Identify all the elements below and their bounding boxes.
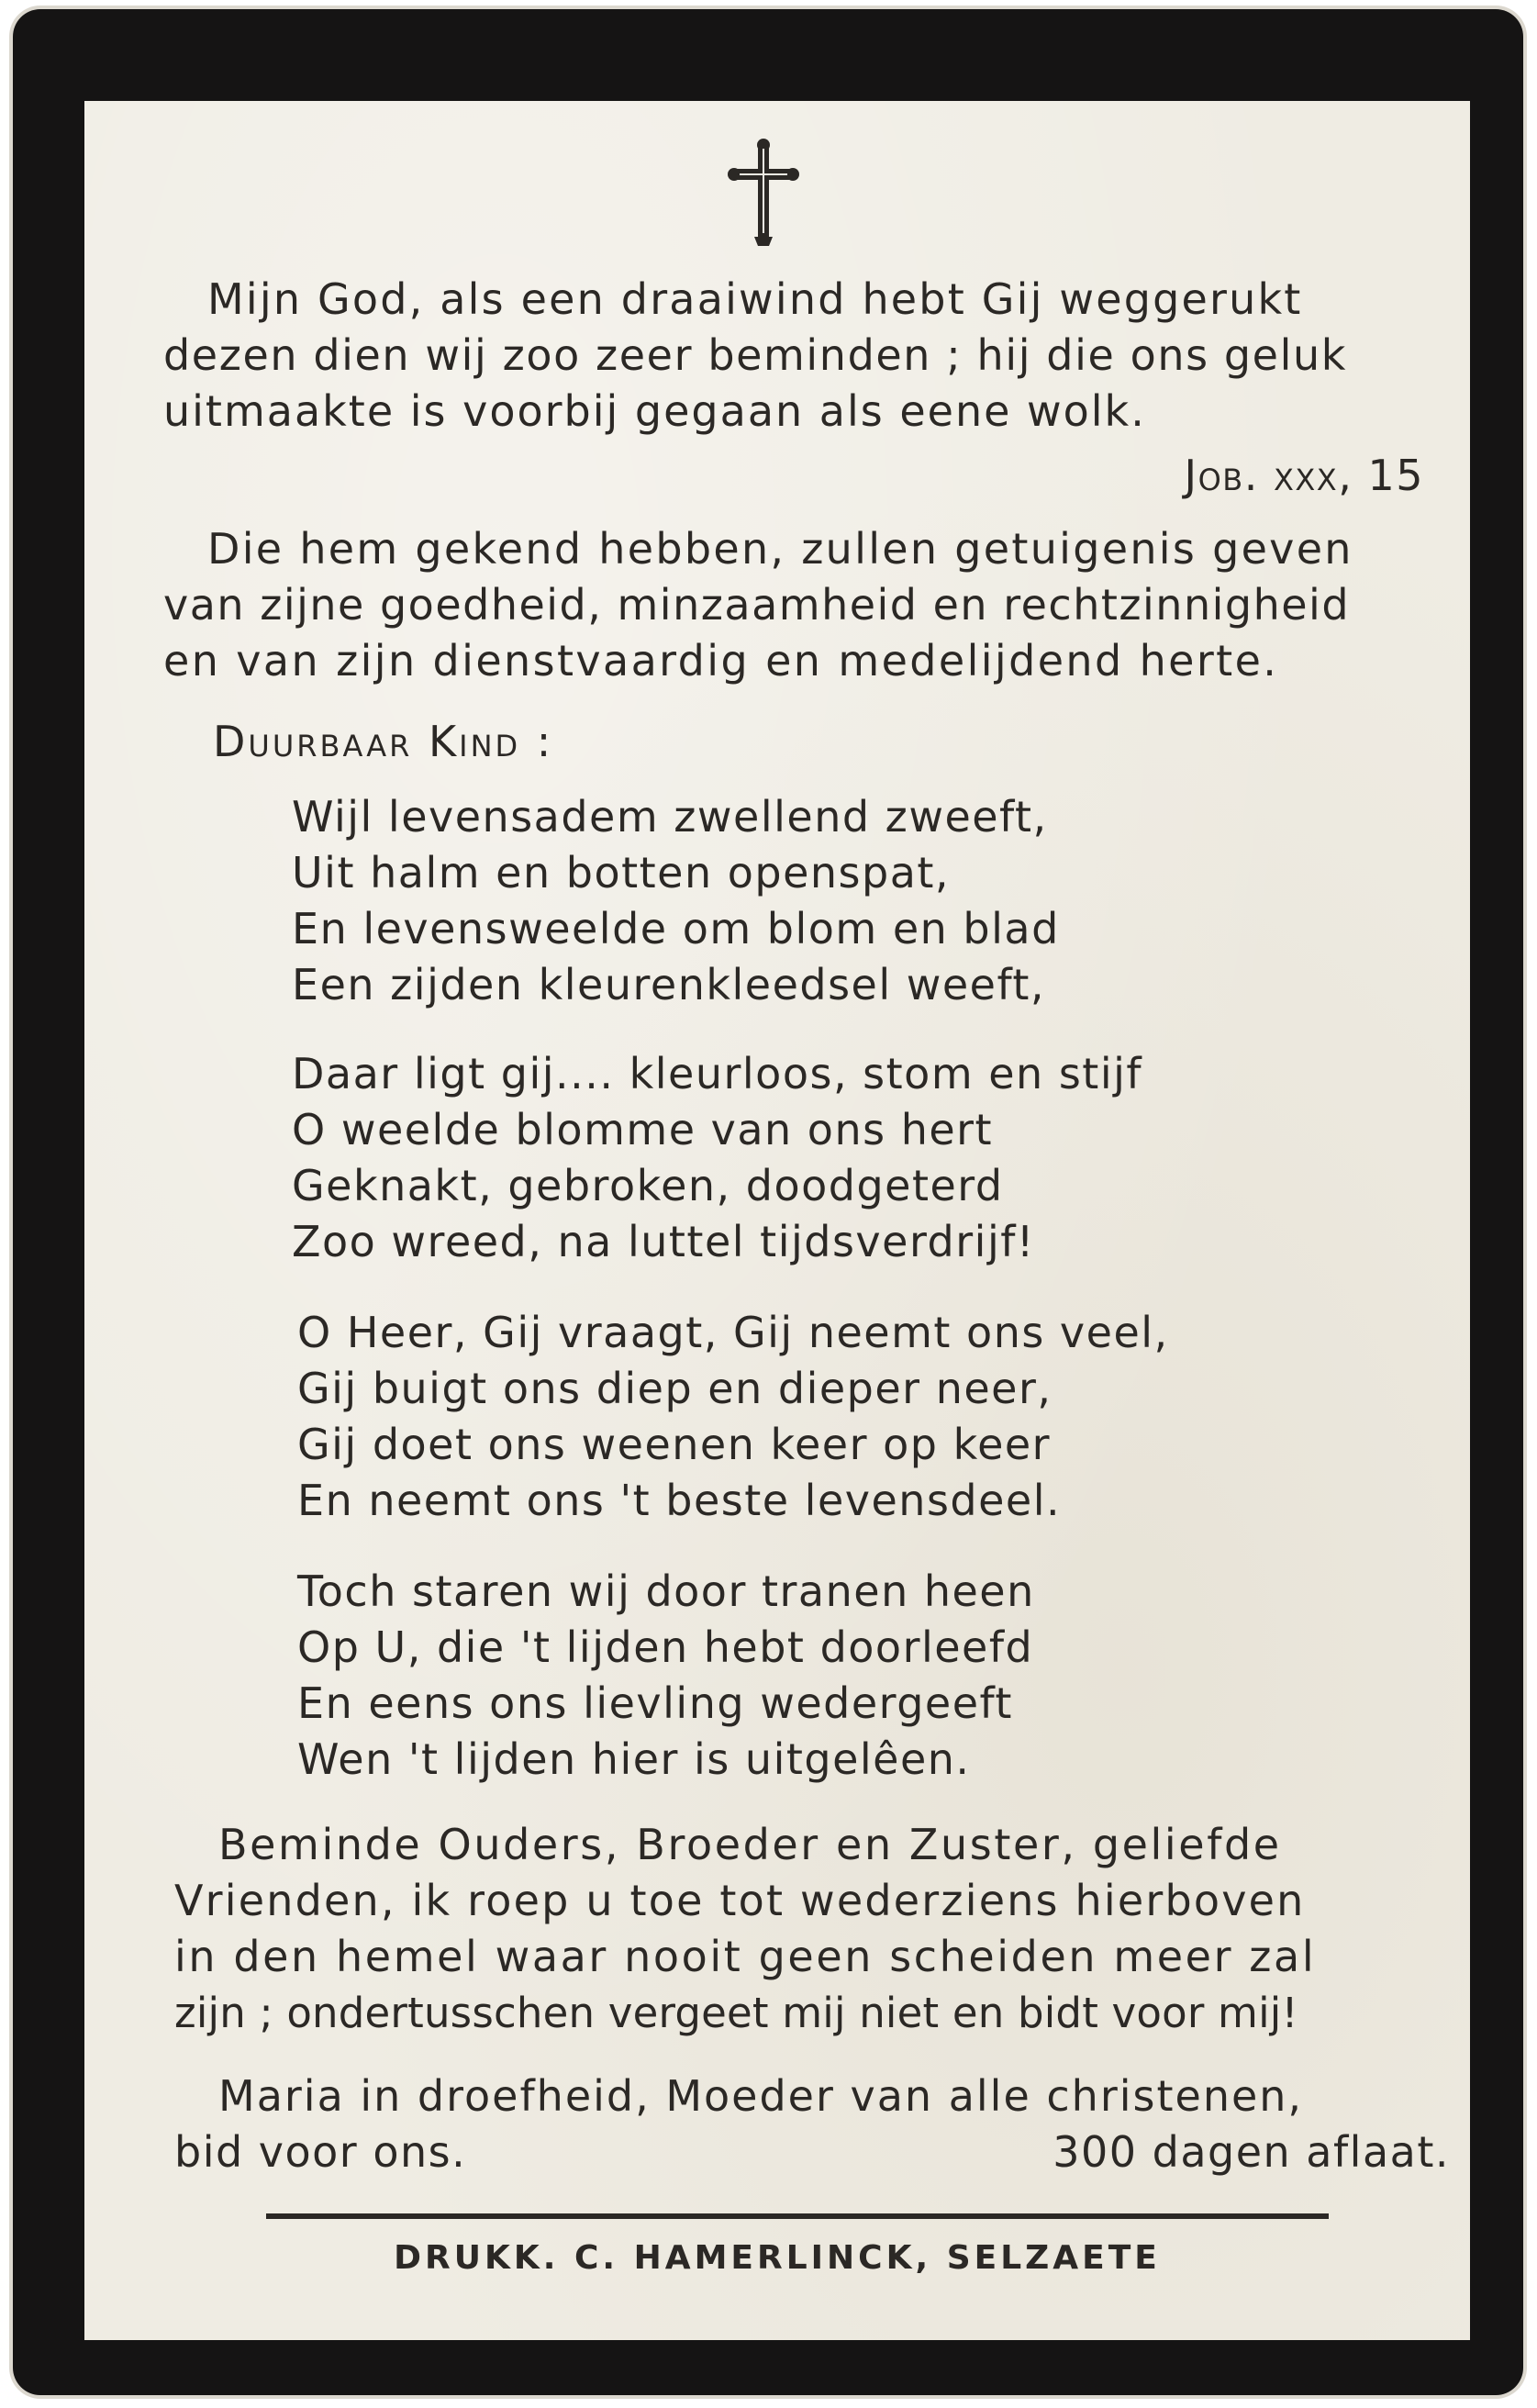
poem-heading: Duurbaar Kind : bbox=[213, 717, 554, 766]
poem-stanza-3 bbox=[297, 1305, 1169, 1529]
poem-stanza-2 bbox=[292, 1046, 1142, 1270]
verse-reference: Job. xxx, 15 bbox=[1184, 451, 1424, 500]
cross-icon bbox=[727, 138, 800, 248]
text-line: Beminde Ouders, Broeder en Zuster, geliefde bbox=[218, 1820, 1282, 1869]
prayer-closing: bid voor ons. bbox=[174, 2127, 467, 2177]
poem-line: En eens ons lievling wedergeeft bbox=[297, 1678, 1013, 1728]
memorial-card bbox=[13, 9, 1523, 2395]
text-line: Die hem gekend hebben, zullen getuigenis geven bbox=[207, 524, 1353, 574]
text-line: Mijn God, als een draaiwind hebt Gij weggerukt bbox=[207, 274, 1303, 324]
indulgence-note: 300 dagen aflaat. bbox=[1053, 2127, 1450, 2177]
text-line: Maria in droefheid, Moeder van alle christenen, bbox=[218, 2071, 1304, 2121]
text-line: zijn ; ondertusschen vergeet mij niet en bidt voor mij! bbox=[174, 1989, 1298, 2037]
poem-line: Op U, die 't lijden hebt doorleefd bbox=[297, 1622, 1034, 1672]
text-line: uitmaakte is voorbij gegaan als eene wolk. bbox=[163, 386, 1146, 436]
farewell-paragraph bbox=[174, 1817, 1459, 2041]
poem-line: Toch staren wij door tranen heen bbox=[297, 1566, 1035, 1616]
poem-line: Geknakt, gebroken, doodgeterd bbox=[292, 1161, 1004, 1210]
text-line: Vrienden, ik roep u toe tot wederziens hierboven bbox=[174, 1876, 1306, 1925]
poem-line: En levensweelde om blom en blad bbox=[292, 904, 1060, 953]
poem-line: Een zijden kleurenkleedsel weeft, bbox=[292, 960, 1046, 1009]
poem-line: Uit halm en botten openspat, bbox=[292, 848, 951, 897]
prayer-paragraph bbox=[174, 2068, 1450, 2180]
poem-line: O Heer, Gij vraagt, Gij neemt ons veel, bbox=[297, 1308, 1169, 1357]
poem-stanza-4 bbox=[297, 1564, 1035, 1788]
poem-line: Gij buigt ons diep en dieper neer, bbox=[297, 1364, 1053, 1413]
poem-stanza-1 bbox=[292, 789, 1060, 1013]
card-paper bbox=[84, 101, 1470, 2340]
poem-line: Daar ligt gij.... kleurloos, stom en stijf bbox=[292, 1049, 1143, 1098]
text-line: in den hemel waar nooit geen scheiden meer zal bbox=[174, 1932, 1317, 1981]
paragraph-two bbox=[163, 521, 1353, 689]
poem-line: O weelde blomme van ons hert bbox=[292, 1105, 994, 1154]
poem-line: Gij doet ons weenen keer op keer bbox=[297, 1420, 1052, 1469]
poem-line: En neemt ons 't beste levensdeel. bbox=[297, 1476, 1062, 1525]
verse-intro bbox=[163, 272, 1347, 440]
text-line: en van zijn dienstvaardig en medelijdend herte. bbox=[163, 636, 1279, 686]
printer-imprint: DRUKK. C. HAMERLINCK, SELZAETE bbox=[394, 2239, 1161, 2277]
text-line: dezen dien wij zoo zeer beminden ; hij die ons geluk bbox=[163, 330, 1347, 380]
divider-rule bbox=[266, 2213, 1329, 2219]
text-line: van zijne goedheid, minzaamheid en rechtzinnigheid bbox=[163, 580, 1351, 630]
prayer-line-two bbox=[174, 2124, 1450, 2180]
poem-line: Wen 't lijden hier is uitgelêen. bbox=[297, 1734, 971, 1784]
poem-line: Wijl levensadem zwellend zweeft, bbox=[292, 792, 1048, 842]
poem-line: Zoo wreed, na luttel tijdsverdrijf! bbox=[292, 1217, 1035, 1266]
